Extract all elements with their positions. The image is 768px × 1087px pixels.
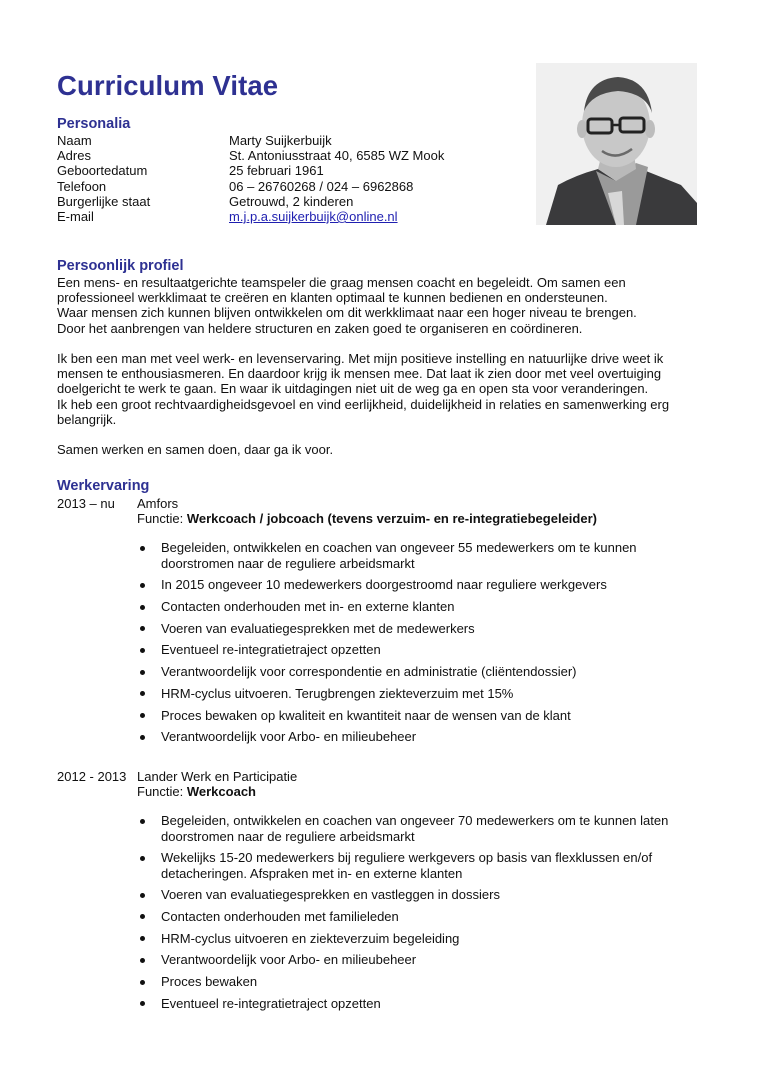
list-item: Eventueel re-integratietraject opzetten [57, 996, 727, 1011]
job-entry-lander [57, 769, 727, 1011]
list-item: Contacten onderhouden met familieleden [57, 909, 727, 924]
personalia-row-address [57, 148, 517, 163]
text-line: Een mens- en resultaatgerichte teamspeler die graag mensen coacht en begeleidt. Om samen een [57, 275, 626, 290]
list-item: Begeleiden, ontwikkelen en coachen van ongeveer 70 medewerkers om te kunnen laten doorstromen naar de reguliere arbeidsmarkt [57, 813, 727, 843]
function-title: Werkcoach / jobcoach (tevens verzuim- en re-integratiebegeleider) [186, 511, 597, 527]
profile-heading: Persoonlijk profiel [57, 258, 184, 274]
profile-paragraph-1 [57, 275, 727, 336]
bullet-icon [140, 980, 145, 985]
list-item: Verantwoordelijk voor correspondentie en administratie (cliëntendossier) [57, 664, 727, 679]
bullet-icon [140, 819, 145, 824]
job-company: Amfors [137, 496, 179, 511]
label-geboortedatum: Geboortedatum [57, 163, 148, 179]
bullet-icon [140, 713, 145, 718]
personalia-table [57, 133, 517, 224]
list-item: Proces bewaken [57, 974, 727, 989]
text-line: Ik heb een groot rechtvaardigheidsgevoel en vind eerlijkheid, duidelijkheid in relaties en samenwerking erg [57, 396, 670, 412]
job-entry-amfors [57, 496, 727, 744]
job-company: Lander Werk en Participatie [137, 769, 298, 784]
personalia-row-email [57, 209, 517, 224]
list-item: Verantwoordelijk voor Arbo- en milieubeheer [57, 952, 727, 967]
portrait-image-icon [536, 63, 697, 225]
label-adres: Adres [57, 148, 91, 164]
personalia-row-phone [57, 179, 517, 194]
job-period: 2013 – nu [57, 496, 115, 511]
label-telefoon: Telefoon [57, 178, 107, 194]
personalia-row-birthdate [57, 163, 517, 178]
bullet-icon [140, 546, 145, 551]
text-line: belangrijk. [57, 411, 117, 427]
function-label: Functie: [137, 784, 187, 800]
profile-paragraph-2 [57, 351, 727, 427]
list-item: Begeleiden, ontwikkelen en coachen van ongeveer 55 medewerkers om te kunnen doorstromen naar de reguliere arbeidsmarkt [57, 540, 727, 570]
personalia-heading: Personalia [57, 116, 131, 132]
label-burgerlijke-staat: Burgerlijke staat [57, 193, 151, 209]
profile-photo [536, 63, 697, 225]
list-item: HRM-cyclus uitvoeren en ziekteverzuim begeleiding [57, 931, 727, 946]
bullet-icon [140, 648, 145, 653]
bullet-icon [140, 735, 145, 740]
list-item: Wekelijks 15-20 medewerkers bij reguliere werkgevers op basis van flexklussen en/of detacheringen. Afspraken met in- en externe klanten [57, 850, 727, 880]
email-link[interactable]: m.j.p.a.suijkerbuijk@online.nl [229, 208, 398, 224]
list-item: HRM-cyclus uitvoeren. Terugbrengen ziekteverzuim met 15% [57, 686, 727, 701]
value-naam: Marty Suijkerbuijk [229, 133, 332, 148]
job-function [137, 784, 727, 799]
text-line: Door het aanbrengen van heldere structuren en zaken goed te organiseren en coördineren. [57, 320, 583, 336]
function-label: Functie: [137, 511, 187, 527]
list-item: Eventueel re-integratietraject opzetten [57, 642, 727, 657]
value-burgerlijke-staat: Getrouwd, 2 kinderen [229, 193, 354, 209]
label-email: E-mail [57, 208, 94, 224]
bullet-icon [140, 936, 145, 941]
profile-text [57, 275, 727, 473]
experience-heading: Werkervaring [57, 478, 150, 494]
list-item: Contacten onderhouden met in- en externe klanten [57, 599, 727, 614]
list-item: In 2015 ongeveer 10 medewerkers doorgestroomd naar reguliere werkgevers [57, 577, 727, 592]
job-duties-list [57, 813, 727, 1011]
list-item: Verantwoordelijk voor Arbo- en milieubeheer [57, 729, 727, 744]
bullet-icon [140, 626, 145, 631]
value-adres: St. Antoniusstraat 40, 6585 WZ Mook [229, 148, 445, 164]
bullet-icon [140, 691, 145, 696]
text-line: Waar mensen zich kunnen blijven ontwikkelen om dit werkklimaat naar een hoger niveau te brengen. [57, 305, 637, 321]
value-telefoon: 06 – 26760268 / 024 – 6962868 [229, 178, 414, 194]
list-item: Proces bewaken op kwaliteit en kwantiteit naar de wensen van de klant [57, 708, 727, 723]
personalia-row-name [57, 133, 517, 148]
job-function [137, 511, 727, 526]
bullet-icon [140, 893, 145, 898]
text-line: mensen te enthousiasmeren. En daardoor krijg ik mensen mee. Dat laat ik zien door met veel overtuiging [57, 366, 662, 382]
value-geboortedatum: 25 februari 1961 [229, 163, 324, 179]
job-period: 2012 - 2013 [57, 769, 127, 784]
bullet-icon [140, 1001, 145, 1006]
bullet-icon [140, 856, 145, 861]
label-naam: Naam [57, 133, 92, 148]
text-line: doelgericht te werk te gaan. En waar ik uitdagingen niet uit de weg ga en open sta voor veranderingen. [57, 381, 649, 397]
profile-paragraph-3 [57, 442, 727, 457]
function-title: Werkcoach [186, 784, 256, 800]
text-line: Ik ben een man met veel werk- en levenservaring. Met mijn positieve instelling en natuurlijke drive weet ik [57, 351, 664, 366]
bullet-icon [140, 670, 145, 675]
document-title: Curriculum Vitae [57, 70, 279, 101]
text-line: professioneel werkklimaat te creëren en klanten optimaal te kunnen bedienen en ondersteunen. [57, 290, 608, 306]
bullet-icon [140, 958, 145, 963]
job-duties-list [57, 540, 727, 744]
list-item: Voeren van evaluatiegesprekken en vastleggen in dossiers [57, 887, 727, 902]
bullet-icon [140, 914, 145, 919]
bullet-icon [140, 605, 145, 610]
bullet-icon [140, 583, 145, 588]
personalia-row-marital-status [57, 194, 517, 209]
text-line: Samen werken en samen doen, daar ga ik voor. [57, 442, 334, 458]
list-item: Voeren van evaluatiegesprekken met de medewerkers [57, 621, 727, 636]
